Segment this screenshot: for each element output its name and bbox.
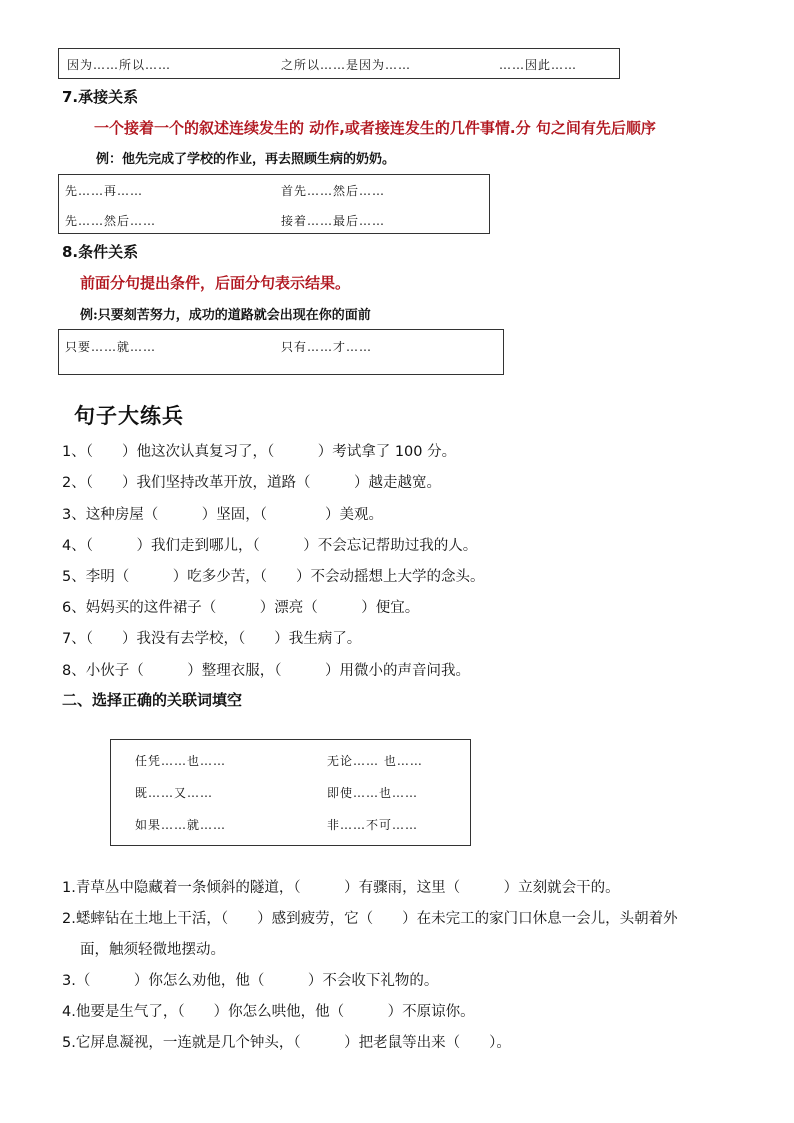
conjunction-item: 只有……才…… (281, 340, 373, 354)
section7-definition: 一个接着一个的叙述连续发生的 动作,或者接连发生的几件事情.分 句之间有先后顺序 (94, 119, 656, 137)
conjunction-item: 先……再…… (65, 184, 144, 198)
practice-question: 1、（ ）他这次认真复习了，（ ）考试拿了 100 分。 (62, 444, 457, 460)
practice-question: 3、这种房屋（ ）坚固，（ ）美观。 (62, 507, 383, 523)
fill-question: 5.它屏息凝视，一连就是几个钟头，（ ）把老鼠等出来（ ）。 (62, 1035, 511, 1051)
conjunction-item: 只要……就…… (65, 340, 157, 354)
conjunction-item: 任凭……也…… (135, 754, 227, 768)
conjunction-item: ……因此…… (499, 58, 578, 72)
conjunction-item: 因为……所以…… (67, 58, 172, 72)
practice-question: 7、（ ）我没有去学校，（ ）我生病了。 (62, 631, 362, 647)
section8-heading: 8.条件关系 (62, 243, 139, 261)
conjunction-item: 如果……就…… (135, 818, 227, 832)
conjunction-item: 先……然后…… (65, 214, 157, 228)
practice-title: 句子大练兵 (74, 403, 184, 428)
fill-question-continuation: 面，触须轻微地摆动。 (80, 942, 225, 958)
conjunction-item: 非……不可…… (327, 818, 419, 832)
section7-conjunction-box (58, 174, 490, 234)
practice-question: 2、（ ）我们坚持改革开放，道路（ ）越走越宽。 (62, 475, 441, 491)
fill-question: 3.（ ）你怎么劝他，他（ ）不会收下礼物的。 (62, 973, 439, 989)
fill-question: 1.青草丛中隐藏着一条倾斜的隧道，（ ）有骤雨，这里（ ）立刻就会干的。 (62, 880, 620, 896)
section8-conjunction-box (58, 329, 504, 375)
conjunction-item: 既……又…… (135, 786, 214, 800)
section7-example: 例：他先完成了学校的作业，再去照顾生病的奶奶。 (96, 152, 396, 167)
practice-question: 6、妈妈买的这件裙子（ ）漂亮（ ）便宜。 (62, 600, 420, 616)
conjunction-item: 首先……然后…… (281, 184, 386, 198)
conjunction-item: 接着……最后…… (281, 214, 386, 228)
practice-question: 8、小伙子（ ）整理衣服，（ ）用微小的声音问我。 (62, 663, 470, 679)
section2-conjunction-box (110, 739, 471, 846)
section8-definition: 前面分句提出条件，后面分句表示结果。 (80, 274, 351, 292)
fill-question: 2.蟋蟀钻在土地上干活，（ ）感到疲劳，它（ ）在未完工的家门口休息一会儿，头朝着外 (62, 911, 678, 927)
conjunction-item: 无论…… 也…… (327, 754, 423, 768)
conjunction-item: 即使……也…… (327, 786, 419, 800)
fill-question: 4.他要是生气了，（ ）你怎么哄他，他（ ）不原谅你。 (62, 1004, 475, 1020)
practice-question: 5、李明（ ）吃多少苦，（ ）不会动摇想上大学的念头。 (62, 569, 485, 585)
section7-heading: 7.承接关系 (62, 88, 139, 106)
top-conjunction-box (58, 48, 620, 79)
section2-heading: 二、选择正确的关联词填空 (62, 691, 243, 709)
practice-question: 4、（ ）我们走到哪儿，（ ）不会忘记帮助过我的人。 (62, 538, 478, 554)
conjunction-item: 之所以……是因为…… (281, 58, 412, 72)
section8-example: 例:只要刻苦努力，成功的道路就会出现在你的面前 (80, 308, 371, 323)
